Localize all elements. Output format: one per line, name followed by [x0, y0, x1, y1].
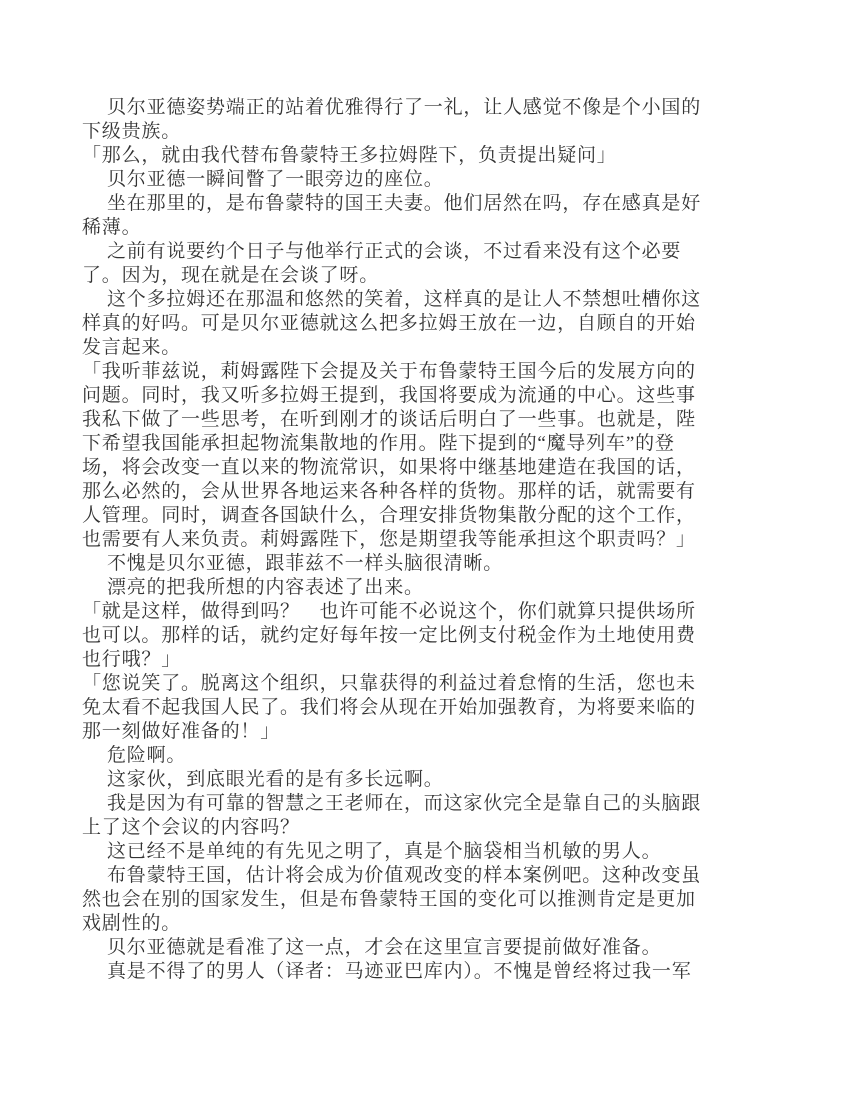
text-line: 贝尔亚德姿势端正的站着优雅得行了一礼，让人感觉不像是个小国的: [107, 97, 702, 118]
text-line: 「您说笑了。脱离这个组织，只靠获得的利益过着怠惰的生活，您也未: [82, 673, 696, 694]
text-line: 贝尔亚德一瞬间瞥了一眼旁边的座位。: [107, 169, 444, 190]
text-line: 然也会在别的国家发生，但是布鲁蒙特王国的变化可以推测肯定是更加: [82, 889, 696, 910]
text-line: 下希望我国能承担起物流集散地的作用。陛下提到的“魔导列车”的登: [82, 433, 675, 454]
text-line: 「那么，就由我代替布鲁蒙特王多拉姆陛下，负责提出疑问」: [82, 145, 617, 166]
text-line: 坐在那里的，是布鲁蒙特的国王夫妻。他们居然在吗，存在感真是好: [107, 193, 702, 214]
text-line: 那么必然的，会从世界各地运来各种各样的货物。那样的话，就需要有: [82, 481, 696, 502]
text-line: 免太看不起我国人民了。我们将会从现在开始加强教育，为将要来临的: [82, 697, 696, 718]
text-line: 危险啊。: [107, 745, 187, 766]
text-line: 我私下做了一些思考，在听到刚才的谈话后明白了一些事。也就是，陛: [82, 409, 696, 430]
text-line: 场，将会改变一直以来的物流常识，如果将中继基地建造在我国的话，: [82, 457, 696, 478]
text-line: 上了这个会议的内容吗？: [82, 817, 300, 838]
text-line: 那一刻做好准备的！」: [82, 721, 281, 742]
text-line: 我是因为有可靠的智慧之王老师在，而这家伙完全是靠自己的头脑跟: [107, 793, 702, 814]
text-line: 贝尔亚德就是看准了这一点，才会在这里宣言要提前做好准备。: [107, 937, 662, 958]
text-block: [82, 96, 782, 984]
text-line: 也行哦？」: [82, 649, 182, 670]
text-line: 「就是这样，做得到吗？ 也许可能不必说这个，你们就算只提供场所: [82, 601, 696, 622]
text-line: 真是不得了的男人（译者：马迹亚巴库内）。不愧是曾经将过我一军: [107, 961, 692, 982]
text-line: 也可以。那样的话，就约定好每年按一定比例支付税金作为土地使用费: [82, 625, 696, 646]
text-line: 这家伙，到底眼光看的是有多长远啊。: [107, 769, 444, 790]
text-line: 稀薄。: [82, 217, 142, 238]
text-line: 「我听菲兹说，莉姆露陛下会提及关于布鲁蒙特王国今后的发展方向的: [82, 361, 696, 382]
text-line: 样真的好吗。可是贝尔亚德就这么把多拉姆王放在一边，自顾自的开始: [82, 313, 696, 334]
text-line: 这个多拉姆还在那温和悠然的笑着，这样真的是让人不禁想吐槽你这: [107, 289, 702, 310]
text-line: 之前有说要约个日子与他举行正式的会谈，不过看来没有这个必要: [107, 241, 682, 262]
text-line: 不愧是贝尔亚德，跟菲兹不一样头脑很清晰。: [107, 553, 504, 574]
text-line: 发言起来。: [82, 337, 182, 358]
text-line: 这已经不是单纯的有先见之明了，真是个脑袋相当机敏的男人。: [107, 841, 662, 862]
text-line: 戏剧性的。: [82, 913, 182, 934]
text-line: 人管理。同时，调查各国缺什么，合理安排货物集散分配的这个工作，: [82, 505, 696, 526]
text-line: 问题。同时，我又听多拉姆王提到，我国将要成为流通的中心。这些事: [82, 385, 696, 406]
text-line: 了。因为，现在就是在会谈了呀。: [82, 265, 380, 286]
text-line: 布鲁蒙特王国，估计将会成为价值观改变的样本案例吧。这种改变虽: [107, 865, 702, 886]
text-line: 下级贵族。: [82, 121, 182, 142]
text-line: 也需要有人来负责。莉姆露陛下，您是期望我等能承担这个职责吗？」: [82, 529, 696, 550]
text-line: 漂亮的把我所想的内容表述了出来。: [107, 577, 424, 598]
